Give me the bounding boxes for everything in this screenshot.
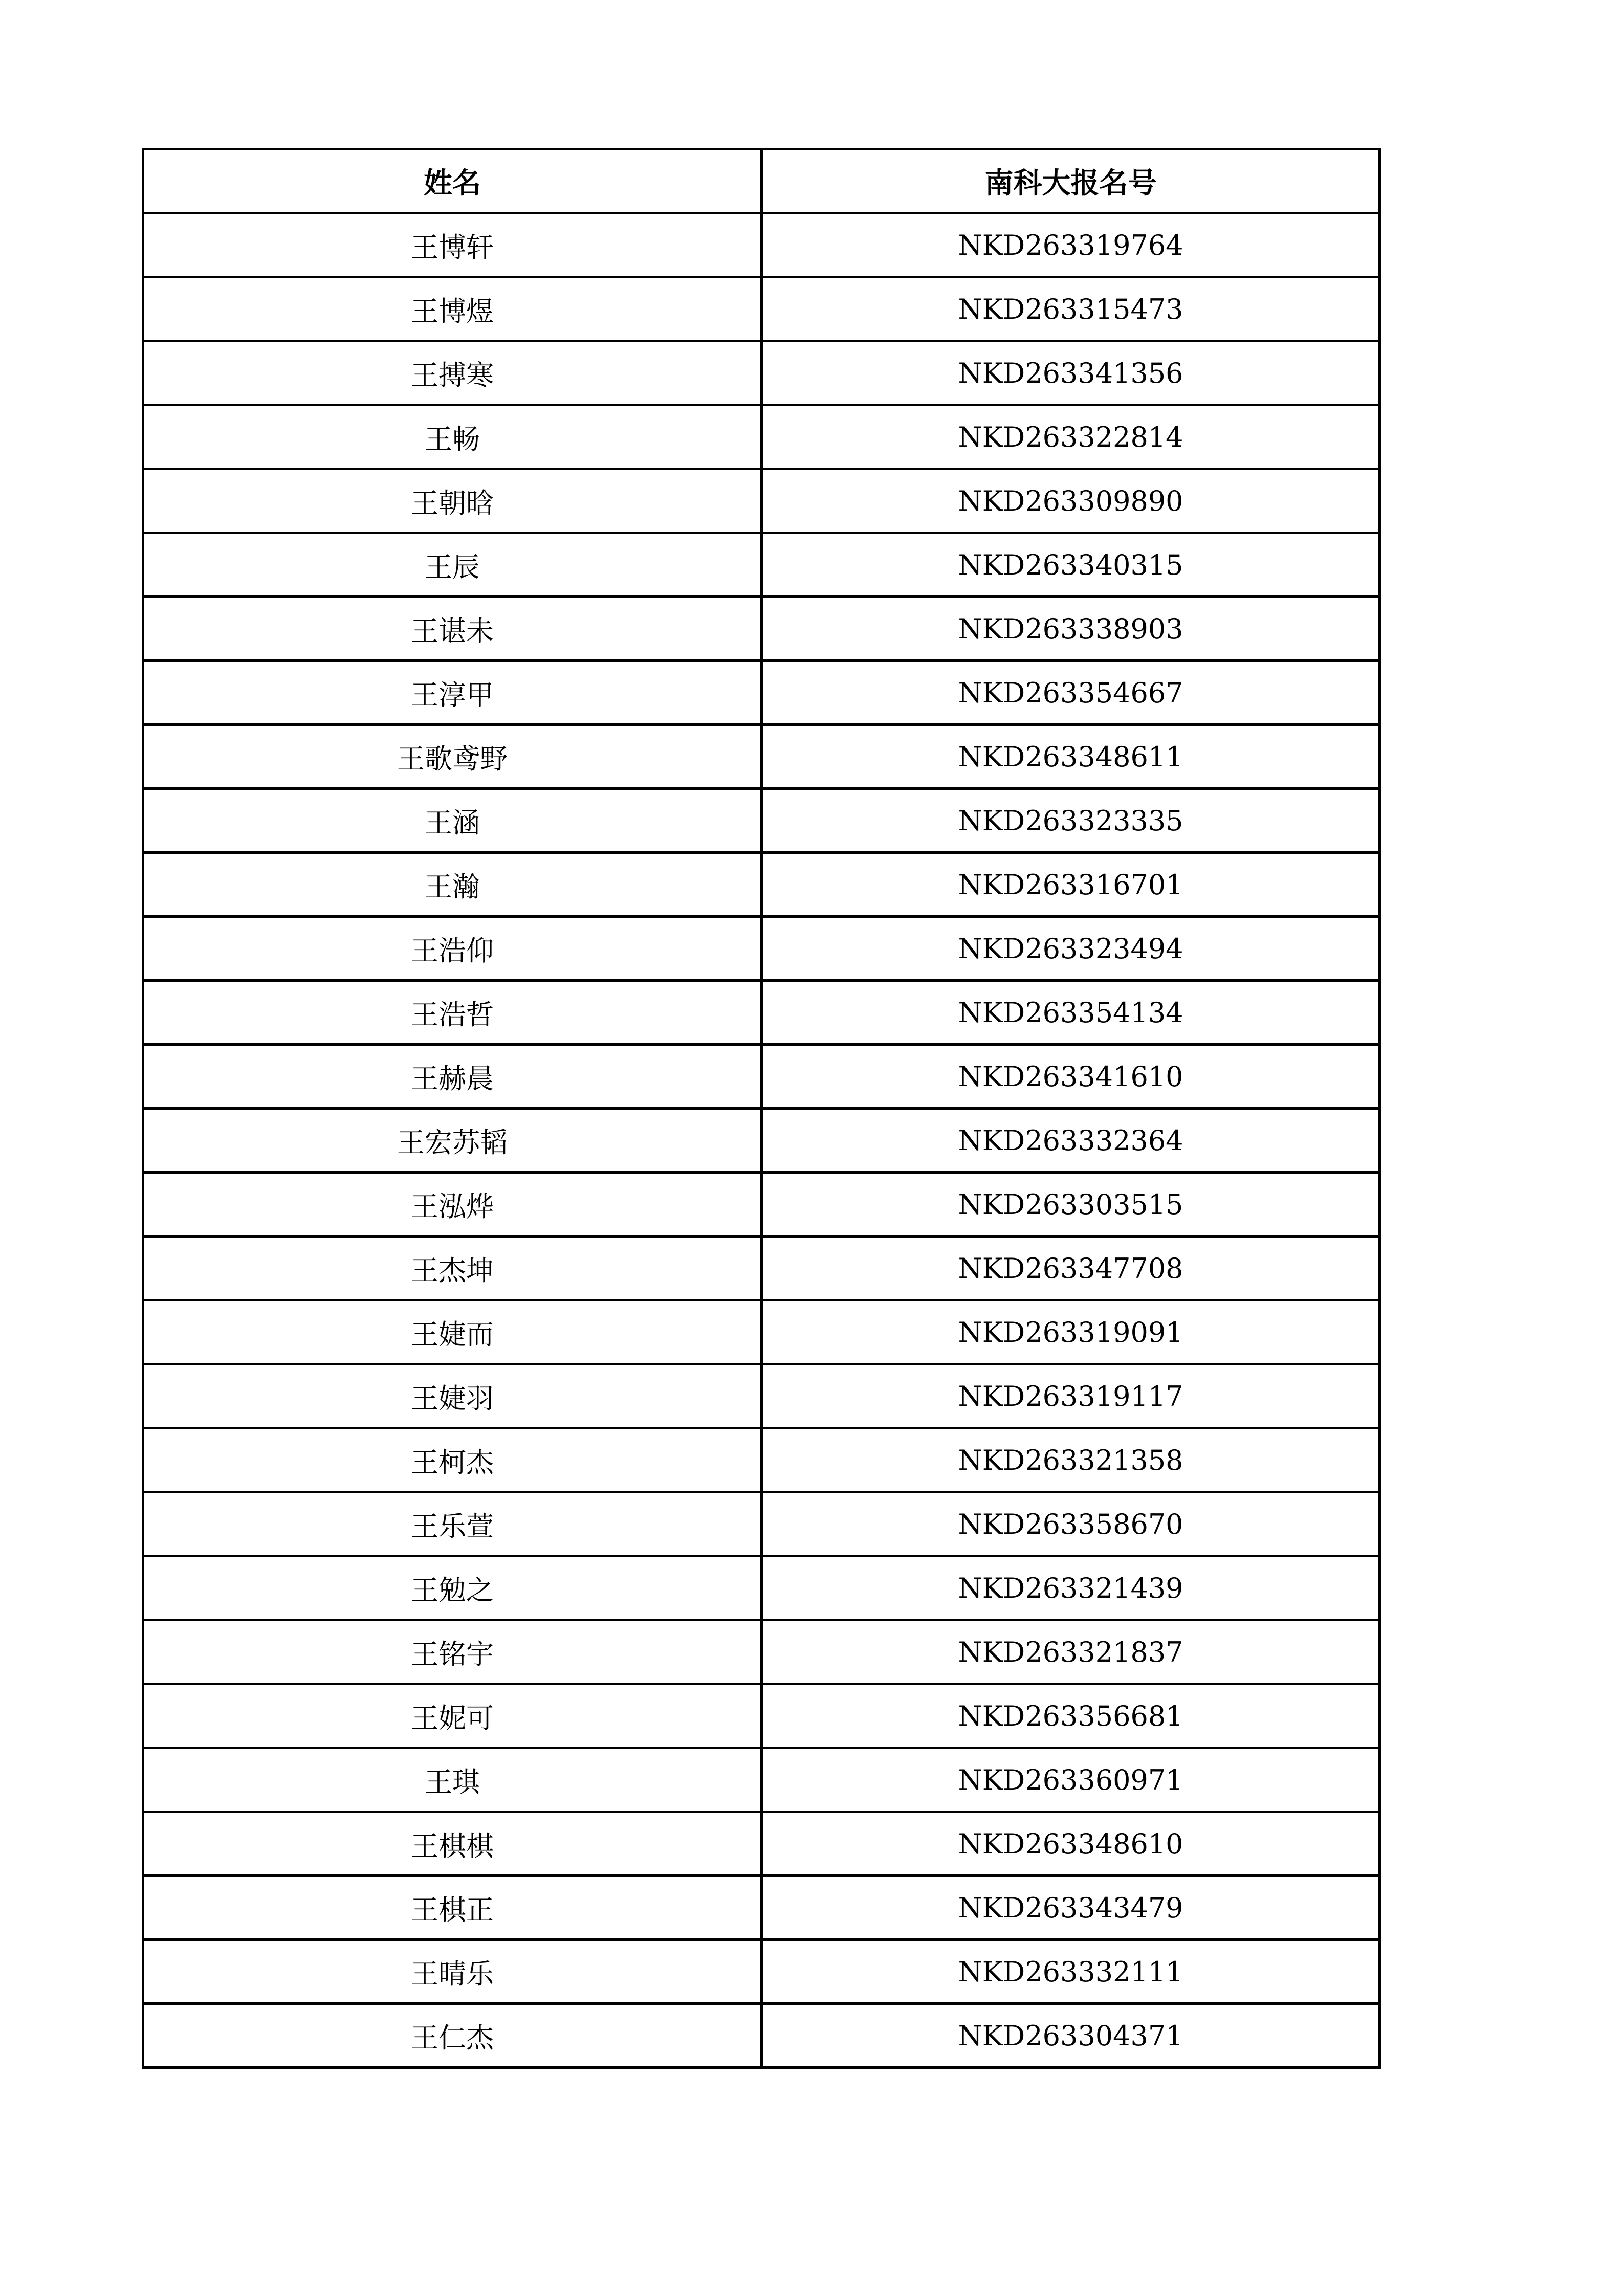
cell-name: 王宏苏韬 bbox=[143, 1109, 762, 1173]
cell-registration-id: NKD263322814 bbox=[762, 405, 1380, 469]
cell-registration-id: NKD263332364 bbox=[762, 1109, 1380, 1173]
cell-registration-id: NKD263354134 bbox=[762, 981, 1380, 1045]
table-row bbox=[143, 789, 1380, 853]
cell-registration-id: NKD263315473 bbox=[762, 277, 1380, 341]
cell-name: 王朝晗 bbox=[143, 469, 762, 533]
header-registration-id: 南科大报名号 bbox=[762, 149, 1380, 213]
table-header-row bbox=[143, 149, 1380, 213]
cell-name: 王铭宇 bbox=[143, 1620, 762, 1684]
table-row bbox=[143, 1045, 1380, 1109]
table-row bbox=[143, 1173, 1380, 1237]
cell-registration-id: NKD263360971 bbox=[762, 1748, 1380, 1812]
cell-name: 王棋棋 bbox=[143, 1812, 762, 1876]
cell-registration-id: NKD263304371 bbox=[762, 2004, 1380, 2068]
cell-name: 王婕羽 bbox=[143, 1364, 762, 1428]
table-row bbox=[143, 1620, 1380, 1684]
cell-registration-id: NKD263321837 bbox=[762, 1620, 1380, 1684]
cell-name: 王涵 bbox=[143, 789, 762, 853]
cell-name: 王乐萱 bbox=[143, 1492, 762, 1556]
cell-name: 王畅 bbox=[143, 405, 762, 469]
cell-name: 王博轩 bbox=[143, 213, 762, 277]
cell-registration-id: NKD263323335 bbox=[762, 789, 1380, 853]
table-row bbox=[143, 1876, 1380, 1940]
cell-registration-id: NKD263332111 bbox=[762, 1940, 1380, 2004]
cell-name: 王浩哲 bbox=[143, 981, 762, 1045]
cell-name: 王仁杰 bbox=[143, 2004, 762, 2068]
cell-name: 王赫晨 bbox=[143, 1045, 762, 1109]
roster-table bbox=[142, 148, 1381, 2069]
cell-name: 王谌未 bbox=[143, 597, 762, 661]
table-row bbox=[143, 341, 1380, 405]
cell-name: 王辰 bbox=[143, 533, 762, 597]
cell-registration-id: NKD263338903 bbox=[762, 597, 1380, 661]
table-row bbox=[143, 725, 1380, 789]
table-row bbox=[143, 1812, 1380, 1876]
cell-name: 王棋正 bbox=[143, 1876, 762, 1940]
cell-registration-id: NKD263347708 bbox=[762, 1237, 1380, 1300]
table-row bbox=[143, 213, 1380, 277]
cell-name: 王搏寒 bbox=[143, 341, 762, 405]
cell-registration-id: NKD263321358 bbox=[762, 1428, 1380, 1492]
cell-registration-id: NKD263348611 bbox=[762, 725, 1380, 789]
cell-name: 王泓烨 bbox=[143, 1173, 762, 1237]
cell-registration-id: NKD263319091 bbox=[762, 1300, 1380, 1364]
table-row bbox=[143, 661, 1380, 725]
cell-name: 王瀚 bbox=[143, 853, 762, 917]
table-row bbox=[143, 1684, 1380, 1748]
table-row bbox=[143, 2004, 1380, 2068]
cell-registration-id: NKD263321439 bbox=[762, 1556, 1380, 1620]
table-row bbox=[143, 1109, 1380, 1173]
header-name: 姓名 bbox=[143, 149, 762, 213]
table-row bbox=[143, 1364, 1380, 1428]
cell-registration-id: NKD263340315 bbox=[762, 533, 1380, 597]
cell-registration-id: NKD263303515 bbox=[762, 1173, 1380, 1237]
cell-registration-id: NKD263356681 bbox=[762, 1684, 1380, 1748]
cell-registration-id: NKD263309890 bbox=[762, 469, 1380, 533]
cell-name: 王琪 bbox=[143, 1748, 762, 1812]
cell-registration-id: NKD263341610 bbox=[762, 1045, 1380, 1109]
cell-name: 王杰坤 bbox=[143, 1237, 762, 1300]
cell-registration-id: NKD263341356 bbox=[762, 341, 1380, 405]
table-row bbox=[143, 1237, 1380, 1300]
table-row bbox=[143, 1428, 1380, 1492]
cell-name: 王博煜 bbox=[143, 277, 762, 341]
cell-name: 王浩仰 bbox=[143, 917, 762, 981]
cell-name: 王勉之 bbox=[143, 1556, 762, 1620]
table-row bbox=[143, 1300, 1380, 1364]
table-row bbox=[143, 597, 1380, 661]
cell-registration-id: NKD263319764 bbox=[762, 213, 1380, 277]
table-row bbox=[143, 917, 1380, 981]
cell-registration-id: NKD263348610 bbox=[762, 1812, 1380, 1876]
cell-name: 王歌鸢野 bbox=[143, 725, 762, 789]
table-row bbox=[143, 469, 1380, 533]
cell-registration-id: NKD263316701 bbox=[762, 853, 1380, 917]
cell-registration-id: NKD263319117 bbox=[762, 1364, 1380, 1428]
cell-registration-id: NKD263354667 bbox=[762, 661, 1380, 725]
cell-registration-id: NKD263358670 bbox=[762, 1492, 1380, 1556]
table-row bbox=[143, 1940, 1380, 2004]
table-row bbox=[143, 277, 1380, 341]
cell-name: 王柯杰 bbox=[143, 1428, 762, 1492]
cell-name: 王晴乐 bbox=[143, 1940, 762, 2004]
table-row bbox=[143, 1748, 1380, 1812]
cell-registration-id: NKD263343479 bbox=[762, 1876, 1380, 1940]
table-row bbox=[143, 981, 1380, 1045]
table-row bbox=[143, 1492, 1380, 1556]
table-row bbox=[143, 1556, 1380, 1620]
table-row bbox=[143, 533, 1380, 597]
table-row bbox=[143, 853, 1380, 917]
cell-name: 王淳甲 bbox=[143, 661, 762, 725]
cell-name: 王婕而 bbox=[143, 1300, 762, 1364]
table-row bbox=[143, 405, 1380, 469]
cell-name: 王妮可 bbox=[143, 1684, 762, 1748]
cell-registration-id: NKD263323494 bbox=[762, 917, 1380, 981]
